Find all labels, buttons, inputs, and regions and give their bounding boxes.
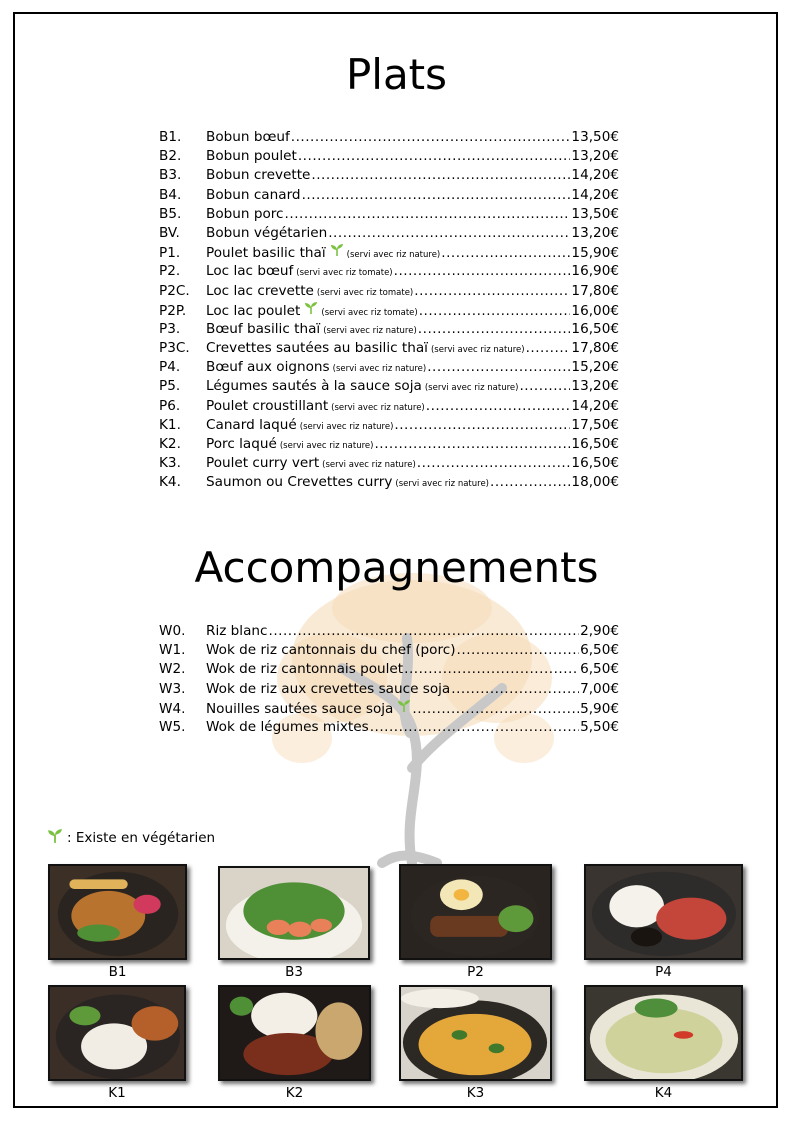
dish-photo [584, 985, 743, 1081]
sprout-icon [304, 301, 318, 321]
menu-item: B2. Bobun poulet ..... 13,20€ [159, 147, 619, 166]
photo-caption: K4 [654, 1085, 673, 1101]
dish-photo [218, 866, 370, 960]
menu-item: K1. Canard laqué (servi avec riz nature) ..... 17,50€ [159, 416, 619, 435]
sprout-icon [330, 243, 344, 263]
dish-photo [48, 985, 186, 1081]
menu-item: K3. Poulet curry vert (servi avec riz nature) ..... 16,50€ [159, 454, 619, 473]
photo-caption: P2 [467, 964, 484, 980]
menu-item: P2. Loc lac bœuf (servi avec riz tomate) ..... 16,90€ [159, 262, 619, 281]
menu-item: W5. Wok de légumes mixtes ..... 5,50€ [159, 718, 619, 737]
photo-caption: B3 [285, 964, 303, 980]
menu-item: W4. Nouilles sautées sauce soja ..... 5,90€ [159, 699, 619, 718]
menu-item: W3. Wok de riz aux crevettes sauce soja ..... 7,00€ [159, 680, 619, 699]
menu-item: P1. Poulet basilic thaï (servi avec riz nature) ..... 15,90€ [159, 243, 619, 262]
dish-photo [399, 864, 552, 960]
menu-item: W1. Wok de riz cantonnais du chef (porc) ..... 6,50€ [159, 641, 619, 660]
photo-caption: B1 [108, 964, 127, 980]
dish-photo [218, 985, 371, 1081]
menu-item: B4. Bobun canard ..... 14,20€ [159, 186, 619, 205]
menu-item: P3C. Crevettes sautées au basilic thaï (servi avec riz nature) ..... 17,80€ [159, 339, 619, 358]
menu-item: B5. Bobun porc ..... 13,50€ [159, 205, 619, 224]
vegetarian-legend [47, 828, 215, 848]
menu-item: K2. Porc laqué (servi avec riz nature) ..... 16,50€ [159, 435, 619, 454]
section-title-accompagnements: Accompagnements [194, 543, 599, 592]
photo-caption: K1 [108, 1085, 126, 1101]
menu-item: P2C. Loc lac crevette (servi avec riz tomate) ..... 17,80€ [159, 282, 619, 301]
plats-list [159, 128, 619, 493]
section-title-plats: Plats [345, 50, 448, 99]
menu-item: BV. Bobun végétarien ..... 13,20€ [159, 224, 619, 243]
dish-photo [584, 864, 743, 960]
menu-item: P3. Bœuf basilic thaï (servi avec riz nature) ..... 16,50€ [159, 320, 619, 339]
legend-text: : Existe en végétarien [67, 830, 216, 846]
menu-item: P6. Poulet croustillant (servi avec riz nature) ..... 14,20€ [159, 397, 619, 416]
photo-caption: K3 [466, 1085, 485, 1101]
sprout-icon [47, 828, 63, 848]
photo-caption: K2 [285, 1085, 304, 1101]
menu-item: P4. Bœuf aux oignons (servi avec riz nature) ..... 15,20€ [159, 358, 619, 377]
menu-item: B1. Bobun bœuf ..... 13,50€ [159, 128, 619, 147]
menu-item: B3. Bobun crevette ..... 14,20€ [159, 166, 619, 185]
menu-item: K4. Saumon ou Crevettes curry (servi avec riz nature) ..... 18,00€ [159, 473, 619, 492]
menu-item: W0. Riz blanc ..... 2,90€ [159, 622, 619, 641]
photo-caption: P4 [655, 964, 672, 980]
menu-item: W2. Wok de riz cantonnais poulet ..... 6,50€ [159, 660, 619, 679]
menu-item: P5. Légumes sautés à la sauce soja (servi avec riz nature) ..... 13,20€ [159, 377, 619, 396]
menu-item: P2P. Loc lac poulet (servi avec riz tomate) ..... 16,00€ [159, 301, 619, 320]
dish-photo [48, 864, 187, 960]
dish-photo [399, 985, 552, 1081]
accompagnements-list [159, 622, 619, 737]
sprout-icon [397, 699, 411, 719]
